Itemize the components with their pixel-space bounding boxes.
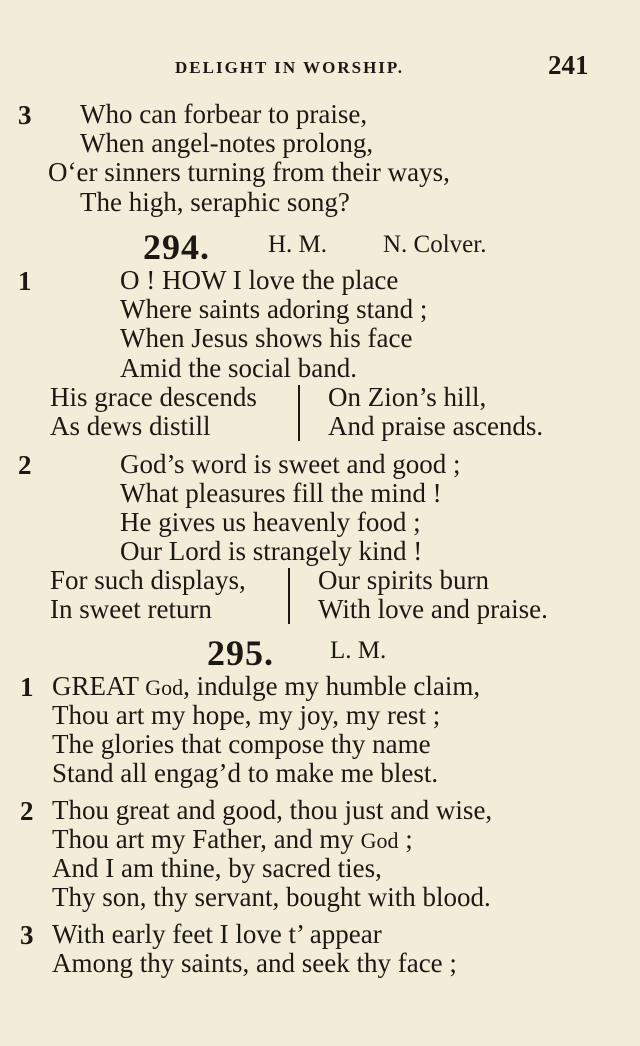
verse-number: 1: [20, 672, 34, 702]
refrain-line-left: As dews distill: [50, 411, 211, 441]
verse-line: O ! HOW I love the place: [120, 265, 399, 295]
refrain-line-right: And praise ascends.: [328, 411, 544, 441]
verse-number: 1: [18, 266, 32, 296]
verse-line: With early feet I love t’ appear: [52, 919, 382, 949]
verse-line: Who can forbear to praise,: [80, 99, 368, 129]
verse-line-start: Thou art my Father, and my: [52, 824, 354, 854]
verse-line: The glories that compose thy name: [52, 729, 431, 759]
hymn-author: N. Colver.: [383, 231, 487, 258]
hymn-meter: H. M.: [268, 231, 328, 258]
verse-line: The high, seraphic song?: [80, 187, 350, 217]
refrain-line-right: On Zion’s hill,: [328, 382, 487, 412]
verse-line: Thy son, thy servant, bought with blood.: [52, 882, 491, 912]
hymn-meter: L. M.: [330, 637, 387, 664]
opening-word: GREAT: [52, 671, 139, 701]
verse-line: [52, 825, 413, 855]
verse-line: When Jesus shows his face: [120, 323, 413, 353]
refrain-line-left: His grace descends: [50, 382, 257, 412]
verse-line-rest: , indulge my humble claim,: [183, 671, 481, 701]
refrain-divider: [288, 568, 290, 624]
verse-number: 2: [18, 450, 32, 480]
verse-line: Our Lord is strangely kind !: [120, 536, 423, 566]
verse-line-end: ;: [398, 824, 413, 854]
small-caps-god: God: [145, 675, 184, 700]
hymn-number: 295.: [207, 633, 274, 673]
running-title: DELIGHT IN WORSHIP.: [175, 58, 405, 77]
verse-line: And I am thine, by sacred ties,: [52, 853, 382, 883]
verse-line: Thou art my hope, my joy, my rest ;: [52, 700, 441, 730]
verse-line: Stand all engag’d to make me blest.: [52, 758, 439, 788]
refrain-line-right: Our spirits burn: [318, 565, 489, 595]
verse-line: Where saints adoring stand ;: [120, 294, 428, 324]
verse-line: [52, 672, 480, 702]
verse-line: What pleasures fill the mind !: [120, 478, 442, 508]
verse-number: 3: [20, 920, 34, 950]
refrain-line-right: With love and praise.: [318, 594, 548, 624]
small-caps-god: God: [360, 828, 399, 853]
verse-line: O‘er sinners turning from their ways,: [48, 157, 450, 187]
page-number: 241: [548, 50, 589, 80]
refrain-line-left: In sweet return: [50, 594, 212, 624]
verse-line: God’s word is sweet and good ;: [120, 449, 461, 479]
verse-number: 3: [18, 100, 32, 130]
hymn-number: 294.: [143, 227, 210, 267]
verse-line: He gives us heavenly food ;: [120, 507, 421, 537]
refrain-line-left: For such displays,: [50, 565, 246, 595]
verse-line: Amid the social band.: [120, 353, 357, 383]
verse-line: Among thy saints, and seek thy face ;: [52, 948, 457, 978]
verse-line: When angel-notes prolong,: [80, 128, 374, 158]
refrain-divider: [298, 385, 300, 441]
verse-line: Thou great and good, thou just and wise,: [52, 795, 493, 825]
verse-number: 2: [20, 796, 34, 826]
